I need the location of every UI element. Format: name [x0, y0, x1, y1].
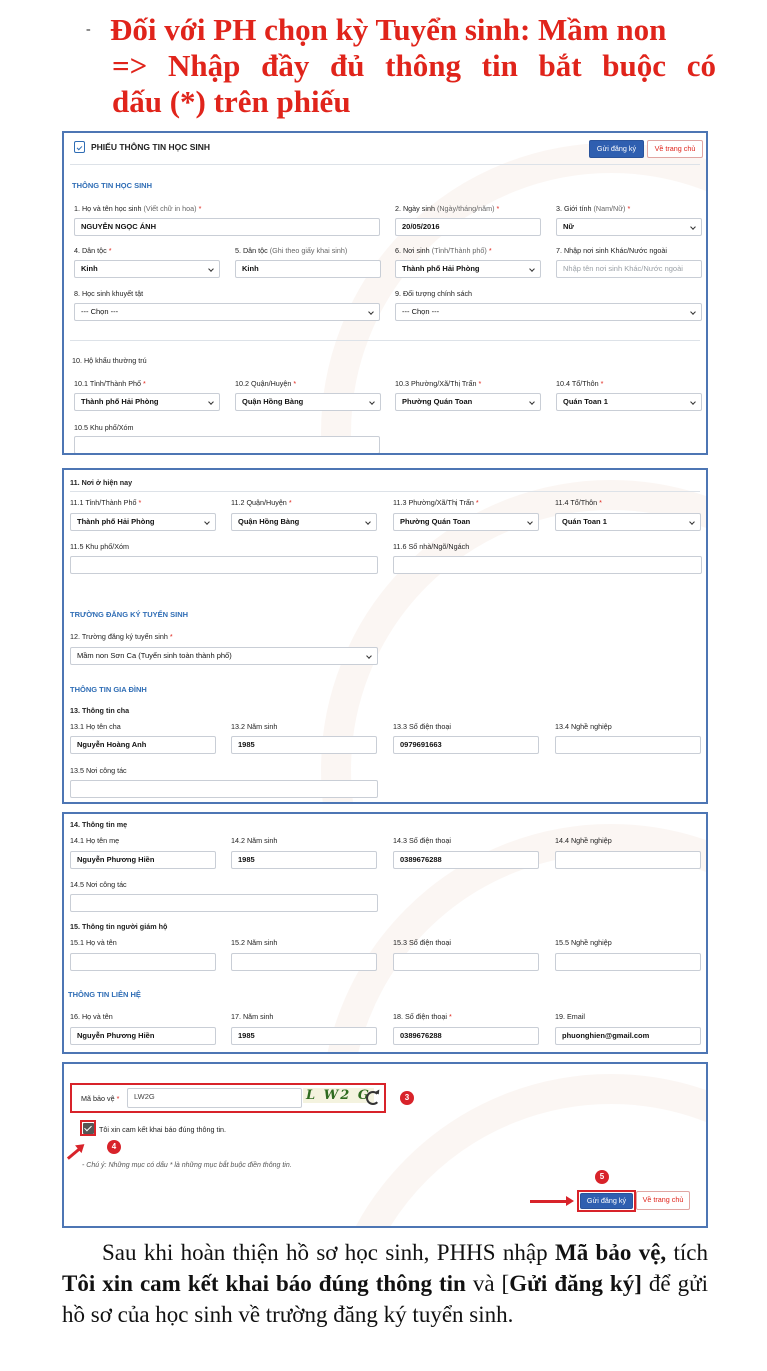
guardian-job-label: 15.5 Nghề nghiệp	[555, 938, 612, 947]
residence-province-label: 11.1 Tỉnh/Thành Phố *	[70, 498, 142, 507]
section-school: TRƯỜNG ĐĂNG KÝ TUYỂN SINH	[70, 610, 189, 619]
residence-hamlet-select[interactable]: Quán Toan 1	[555, 513, 701, 531]
mother-job-input[interactable]	[555, 851, 701, 869]
father-phone-input[interactable]: 0979691663	[393, 736, 539, 754]
step-badge-3: 3	[400, 1091, 414, 1105]
mother-work-input[interactable]	[70, 894, 378, 912]
birthplace-label: 6. Nơi sinh (Tỉnh/Thành phố) *	[395, 246, 492, 255]
instruction-heading	[86, 12, 716, 120]
heading-line-3: dấu (*) trên phiếu	[112, 84, 351, 119]
mother-label: 14. Thông tin mẹ	[70, 820, 128, 829]
student-info-panel	[62, 131, 708, 455]
guardian-name-input[interactable]	[70, 953, 216, 971]
heading-line-1: Đối với PH chọn kỳ Tuyển sinh: Mầm non	[110, 12, 667, 47]
other-birthplace-input[interactable]: Nhập tên nơi sinh Khác/Nước ngoài	[556, 260, 702, 278]
residence-ward-label: 11.3 Phường/Xã/Thị Trấn *	[393, 498, 479, 507]
mother-job-label: 14.4 Nghề nghiệp	[555, 836, 612, 845]
father-year-label: 13.2 Năm sinh	[231, 722, 278, 731]
bold-commit: Tôi xin cam kết khai báo đúng thông tin	[62, 1271, 466, 1296]
contact-name-label: 16. Họ và tên	[70, 1012, 113, 1021]
contact-year-label: 17. Năm sinh	[231, 1012, 274, 1021]
household-area-label: 10.5 Khu phố/Xóm	[74, 423, 134, 432]
school-select[interactable]: Mầm non Sơn Ca (Tuyển sinh toàn thành phố)	[70, 647, 378, 665]
mother-phone-label: 14.3 Số điện thoại	[393, 836, 451, 845]
arrow-icon	[530, 1200, 568, 1203]
bullet-dash: -	[86, 22, 91, 37]
guardian-job-input[interactable]	[555, 953, 701, 971]
father-work-label: 13.5 Nơi công tác	[70, 766, 127, 775]
ethnic-label: 4. Dân tộc *	[74, 246, 112, 255]
household-ward-select[interactable]: Phường Quán Toan	[395, 393, 541, 411]
household-label: 10. Hộ khẩu thường trú	[72, 356, 147, 365]
step-badge-5: 5	[595, 1170, 609, 1184]
captcha-image: L W2 G	[303, 1088, 374, 1103]
contact-email-label: 19. Email	[555, 1012, 585, 1021]
contact-year-input[interactable]: 1985	[231, 1027, 377, 1045]
bold-captcha: Mã bảo vệ,	[555, 1240, 667, 1265]
residence-province-select[interactable]: Thành phố Hải Phòng	[70, 513, 216, 531]
gender-label: 3. Giới tính (Nam/Nữ) *	[556, 204, 631, 213]
instruction-paragraph: Sau khi hoàn thiện hồ sơ học sinh, PHHS nhập Mã bảo vệ, tích Tôi xin cam kết khai báo đúng thông tin và [Gửi đăng ký] để gửi hồ sơ của học sinh về trường đăng ký tuyển sinh.	[62, 1240, 708, 1327]
household-district-select[interactable]: Quận Hồng Bàng	[235, 393, 381, 411]
residence-hamlet-label: 11.4 Tổ/Thôn *	[555, 498, 602, 507]
mother-year-input[interactable]: 1985	[231, 851, 377, 869]
mother-name-label: 14.1 Họ tên mẹ	[70, 836, 120, 845]
residence-area-label: 11.5 Khu phố/Xóm	[70, 542, 130, 551]
required-note: - Chú ý: Những mục có dấu * là những mục bắt buộc điền thông tin.	[82, 1162, 292, 1169]
home-button[interactable]: Về trang chủ	[636, 1191, 690, 1210]
school-label: 12. Trường đăng ký tuyển sinh *	[70, 632, 173, 641]
contact-phone-label: 18. Số điện thoại *	[393, 1012, 452, 1021]
household-ward-label: 10.3 Phường/Xã/Thị Trấn *	[395, 379, 482, 388]
guardian-name-label: 15.1 Họ và tên	[70, 938, 117, 947]
household-district-label: 10.2 Quận/Huyện *	[235, 379, 297, 388]
clipboard-check-icon	[74, 141, 85, 153]
disabled-select[interactable]: --- Chọn ---	[74, 303, 380, 321]
section-family: THÔNG TIN GIA ĐÌNH	[70, 685, 147, 694]
residence-label: 11. Nơi ở hiện nay	[70, 478, 133, 487]
residence-panel	[62, 468, 708, 804]
residence-street-input[interactable]	[393, 556, 702, 574]
mother-work-label: 14.5 Nơi công tác	[70, 880, 127, 889]
divider	[70, 164, 700, 165]
guardian-phone-input[interactable]	[393, 953, 539, 971]
father-name-label: 13.1 Họ tên cha	[70, 722, 121, 731]
ethnic-birth-label: 5. Dân tộc (Ghi theo giấy khai sinh)	[235, 246, 348, 255]
student-name-input[interactable]: NGUYỄN NGỌC ÁNH	[74, 218, 380, 236]
ethnic-birth-input[interactable]: Kinh	[235, 260, 381, 278]
gender-select[interactable]: Nữ	[556, 218, 702, 236]
commit-checkbox[interactable]	[83, 1123, 94, 1134]
guardian-year-label: 15.2 Năm sinh	[231, 938, 278, 947]
form-title-text: PHIẾU THÔNG TIN HỌC SINH	[91, 142, 211, 152]
father-year-input[interactable]: 1985	[231, 736, 377, 754]
residence-district-label: 11.2 Quận/Huyện *	[231, 498, 292, 507]
household-hamlet-select[interactable]: Quán Toan 1	[556, 393, 702, 411]
mother-name-input[interactable]: Nguyễn Phương Hiền	[70, 851, 216, 869]
step-badge-4: 4	[107, 1140, 121, 1154]
refresh-icon[interactable]	[366, 1091, 380, 1105]
heading-line-2: => Nhập đầy đủ thông tin bắt buộc có	[112, 48, 716, 83]
contact-phone-input[interactable]: 0389676288	[393, 1027, 539, 1045]
residence-ward-select[interactable]: Phường Quán Toan	[393, 513, 539, 531]
father-label: 13. Thông tin cha	[70, 706, 130, 715]
form-title	[74, 141, 210, 153]
family-panel	[62, 812, 708, 1054]
birthplace-select[interactable]: Thành phố Hải Phòng	[395, 260, 541, 278]
residence-district-select[interactable]: Quận Hồng Bàng	[231, 513, 377, 531]
submit-button-top[interactable]: Gửi đăng ký	[589, 140, 644, 158]
mother-year-label: 14.2 Năm sinh	[231, 836, 278, 845]
contact-email-input[interactable]: phuonghien@gmail.com	[555, 1027, 701, 1045]
other-birthplace-label: 7. Nhập nơi sinh Khác/Nước ngoài	[556, 246, 667, 255]
divider	[70, 340, 700, 341]
guardian-label: 15. Thông tin người giám hộ	[70, 922, 168, 931]
guardian-phone-label: 15.3 Số điện thoại	[393, 938, 451, 947]
mother-phone-input[interactable]: 0389676288	[393, 851, 539, 869]
captcha-label: Mã bảo vệ *	[81, 1094, 120, 1103]
captcha-input[interactable]: LW2G	[127, 1088, 302, 1108]
father-name-input[interactable]: Nguyễn Hoàng Anh	[70, 736, 216, 754]
father-job-label: 13.4 Nghề nghiệp	[555, 722, 612, 731]
father-job-input[interactable]	[555, 736, 701, 754]
bold-submit: Gửi đăng ký]	[509, 1271, 642, 1296]
commit-label: Tôi xin cam kết khai báo đúng thông tin.	[99, 1125, 227, 1134]
student-name-label: 1. Họ và tên học sinh (Viết chữ in hoa) *	[74, 204, 202, 213]
household-area-input[interactable]	[74, 436, 380, 454]
father-work-input[interactable]	[70, 780, 378, 798]
divider	[70, 491, 700, 492]
household-province-label: 10.1 Tỉnh/Thành Phố *	[74, 379, 146, 388]
ethnic-select[interactable]: Kinh	[74, 260, 220, 278]
section-contact: THÔNG TIN LIÊN HỆ	[68, 990, 141, 999]
household-province-select[interactable]: Thành phố Hải Phòng	[74, 393, 220, 411]
captcha-panel	[62, 1062, 708, 1228]
father-phone-label: 13.3 Số điện thoại	[393, 722, 451, 731]
residence-street-label: 11.6 Số nhà/Ngõ/Ngách	[393, 542, 470, 551]
submit-button[interactable]: Gửi đăng ký	[580, 1193, 633, 1209]
home-button-top[interactable]: Về trang chủ	[647, 140, 703, 158]
residence-area-input[interactable]	[70, 556, 378, 574]
household-hamlet-label: 10.4 Tổ/Thôn *	[556, 379, 604, 388]
arrow-icon	[67, 1147, 81, 1160]
dob-input[interactable]: 20/05/2016	[395, 218, 541, 236]
dob-label: 2. Ngày sinh (Ngày/tháng/năm) *	[395, 204, 500, 213]
section-student: THÔNG TIN HỌC SINH	[72, 181, 152, 190]
disabled-label: 8. Học sinh khuyết tật	[74, 289, 144, 298]
policy-label: 9. Đối tượng chính sách	[395, 289, 473, 298]
policy-select[interactable]: --- Chọn ---	[395, 303, 702, 321]
guardian-year-input[interactable]	[231, 953, 377, 971]
contact-name-input[interactable]: Nguyễn Phương Hiền	[70, 1027, 216, 1045]
